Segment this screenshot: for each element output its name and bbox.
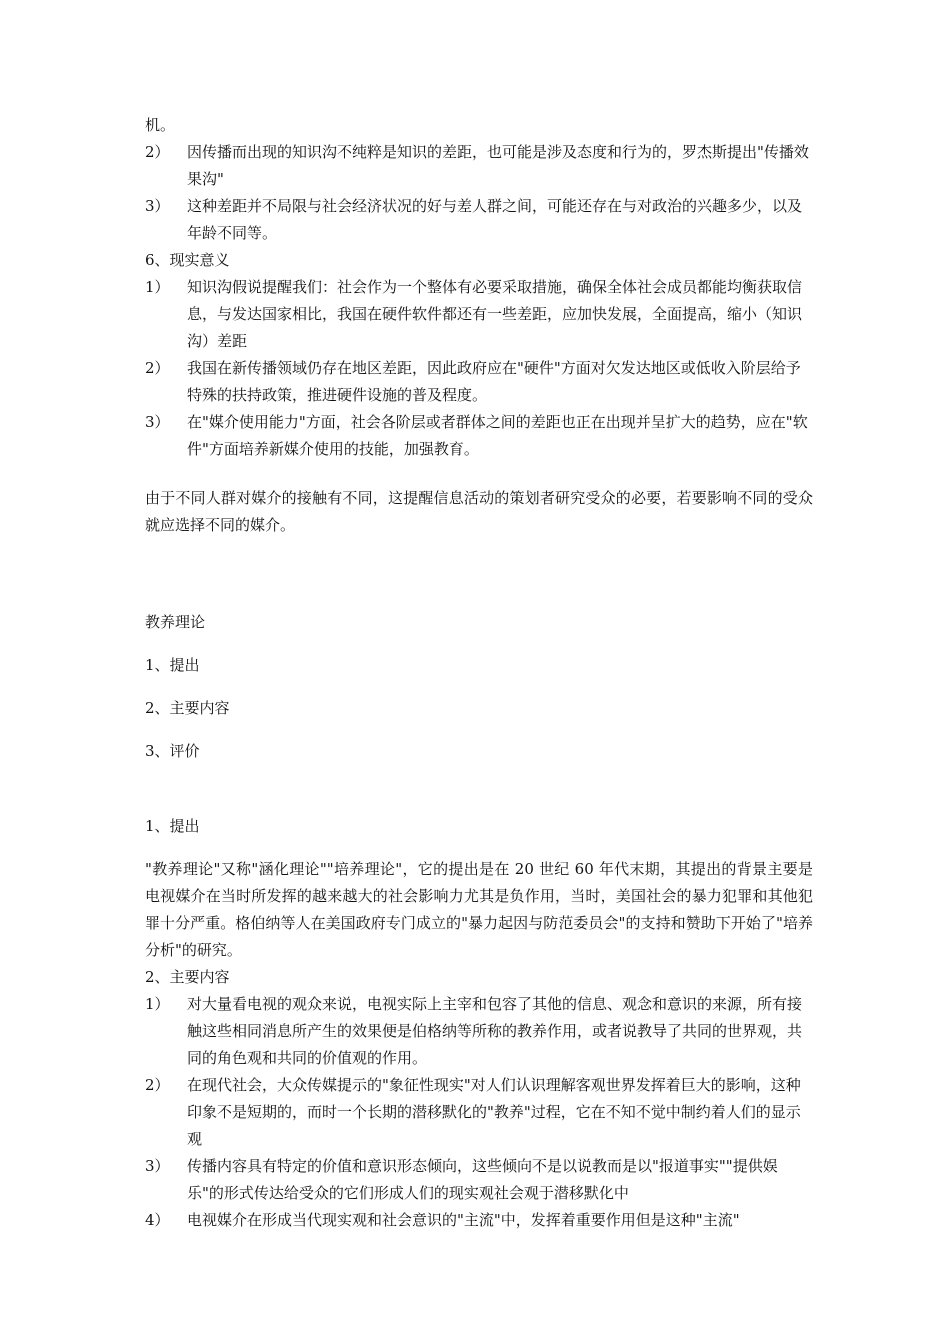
- list-number: 1）: [145, 995, 170, 1013]
- list-text: 电视媒介在形成当代现实观和社会意识的"主流"中，发挥着重要作用但是这种"主流": [187, 1211, 740, 1229]
- list-text: 在"媒介使用能力"方面，社会各阶层或者群体之间的差距也正在出现并呈扩大的趋势，应在"软件"方面培养新媒介使用的技能，加强教育。: [187, 413, 808, 458]
- list-item: [145, 1207, 813, 1234]
- list-item: [145, 193, 813, 247]
- spacer: [145, 840, 813, 856]
- list-item: [145, 355, 813, 409]
- list-item: [145, 139, 813, 193]
- list-item: [145, 1072, 813, 1153]
- spacer: [145, 539, 813, 609]
- section-heading: 1、提出: [145, 817, 200, 835]
- spacer: [145, 679, 813, 695]
- list-number: 3）: [145, 1157, 170, 1175]
- spacer: [145, 722, 813, 738]
- spacer: [145, 765, 813, 813]
- list-text: 对大量看电视的观众来说，电视实际上主宰和包容了其他的信息、观念和意识的来源，所有接触这些相同消息所产生的效果便是伯格纳等所称的教养作用，或者说教导了共同的世界观，共同的角色观和共同的价值观的作用。: [187, 995, 803, 1067]
- list-text: 我国在新传播领域仍存在地区差距，因此政府应在"硬件"方面对欠发达地区或低收入阶层给予特殊的扶持政策，推进硬件设施的普及程度。: [187, 359, 801, 404]
- list-item: [145, 991, 813, 1072]
- list-number: 4）: [145, 1211, 170, 1229]
- list-number: 3）: [145, 413, 170, 431]
- list-number: 2）: [145, 359, 170, 377]
- list-text: 在现代社会，大众传媒提示的"象征性现实"对人们认识理解客观世界发挥着巨大的影响，这种印象不是短期的，而时一个长期的潜移默化的"教养"过程，它在不知不觉中制约着人们的显示观: [187, 1076, 801, 1148]
- list-item: [145, 274, 813, 355]
- body-paragraph: "教养理论"又称"涵化理论""培养理论"，它的提出是在 20 世纪 60 年代末期，其提出的背景主要是电视媒介在当时所发挥的越来越大的社会影响力尤其是负作用，当时，美国社会的暴力犯罪和其他犯罪十分严重。格伯纳等人在美国政府专门成立的"暴力起因与防范委员会"的支持和赞助下开始了"培养分析"的研究。: [145, 860, 813, 959]
- spacer: [145, 636, 813, 652]
- list-number: 2）: [145, 1076, 170, 1094]
- continued-line: 机。: [145, 116, 176, 134]
- document-page: [145, 112, 813, 1234]
- list-item: [145, 1153, 813, 1207]
- section-title: 教养理论: [145, 613, 206, 631]
- outline-item: 3、评价: [145, 742, 200, 760]
- list-text: 因传播而出现的知识沟不纯粹是知识的差距，也可能是涉及态度和行为的，罗杰斯提出"传播效果沟": [187, 143, 809, 188]
- section-heading: 6、现实意义: [145, 251, 230, 269]
- list-number: 1）: [145, 278, 170, 296]
- list-number: 3）: [145, 197, 170, 215]
- list-item: [145, 409, 813, 463]
- outline-item: 1、提出: [145, 656, 200, 674]
- outline-item: 2、主要内容: [145, 699, 230, 717]
- spacer: [145, 463, 813, 485]
- list-text: 传播内容具有特定的价值和意识形态倾向，这些倾向不是以说教而是以"报道事实""提供娱乐"的形式传达给受众的它们形成人们的现实观社会观于潜移默化中: [187, 1157, 778, 1202]
- list-text: 这种差距并不局限与社会经济状况的好与差人群之间，可能还存在与对政治的兴趣多少，以及年龄不同等。: [187, 197, 803, 242]
- list-text: 知识沟假说提醒我们：社会作为一个整体有必要采取措施，确保全体社会成员都能均衡获取信息，与发达国家相比，我国在硬件软件都还有一些差距，应加快发展，全面提高，缩小（知识沟）差距: [187, 278, 803, 350]
- list-number: 2）: [145, 143, 170, 161]
- summary-paragraph: 由于不同人群对媒介的接触有不同，这提醒信息活动的策划者研究受众的必要，若要影响不同的受众就应选择不同的媒介。: [145, 489, 813, 534]
- section-heading: 2、主要内容: [145, 968, 230, 986]
